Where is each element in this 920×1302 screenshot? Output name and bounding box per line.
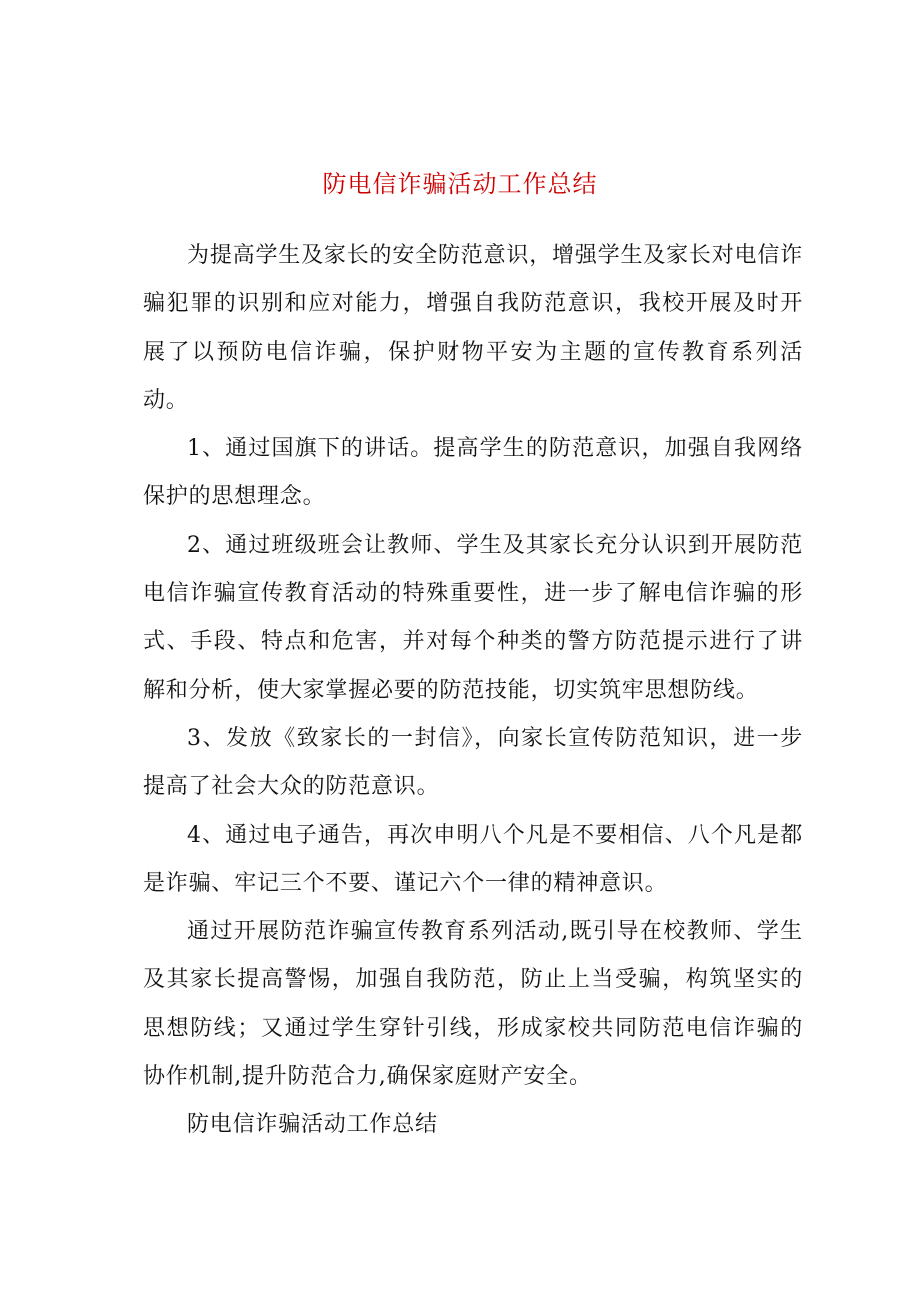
paragraph-intro: 为提高学生及家长的安全防范意识，增强学生及家长对电信诈骗犯罪的识别和应对能力，增强自我防范意识，我校开展及时开展了以预防电信诈骗，保护财物平安为主题的宣传教育系列活动。 <box>143 243 803 413</box>
paragraph-item-3: 3、发放《致家长的一封信》，向家长宣传防范知识，进一步提高了社会大众的防范意识。 <box>143 725 803 800</box>
document-body <box>143 232 803 1150</box>
paragraph-footer-title: 防电信诈骗活动工作总结 <box>187 1112 438 1138</box>
paragraph-item-1: 1、通过国旗下的讲话。提高学生的防范意识，加强自我网络保护的思想理念。 <box>143 436 803 510</box>
document-title: 防电信诈骗活动工作总结 <box>322 170 598 198</box>
paragraph-conclusion: 通过开展防范诈骗宣传教育系列活动,既引导在校教师、学生及其家长提高警惕，加强自我防范，防止上当受骗，构筑坚实的思想防线；又通过学生穿针引线，形成家校共同防范电信诈骗的协作机制,提升防范合力,确保家庭财产安全。 <box>143 919 803 1090</box>
paragraph-item-4: 4、通过电子通告，再次申明八个凡是不要相信、八个凡是都是诈骗、牢记三个不要、谨记六个一律的精神意识。 <box>143 822 803 896</box>
paragraph-item-2: 2、通过班级班会让教师、学生及其家长充分认识到开展防范电信诈骗宣传教育活动的特殊重要性，进一步了解电信诈骗的形式、手段、特点和危害，并对每个种类的警方防范提示进行了讲解和分析，使大家掌握必要的防范技能，切实筑牢思想防线。 <box>143 532 803 703</box>
